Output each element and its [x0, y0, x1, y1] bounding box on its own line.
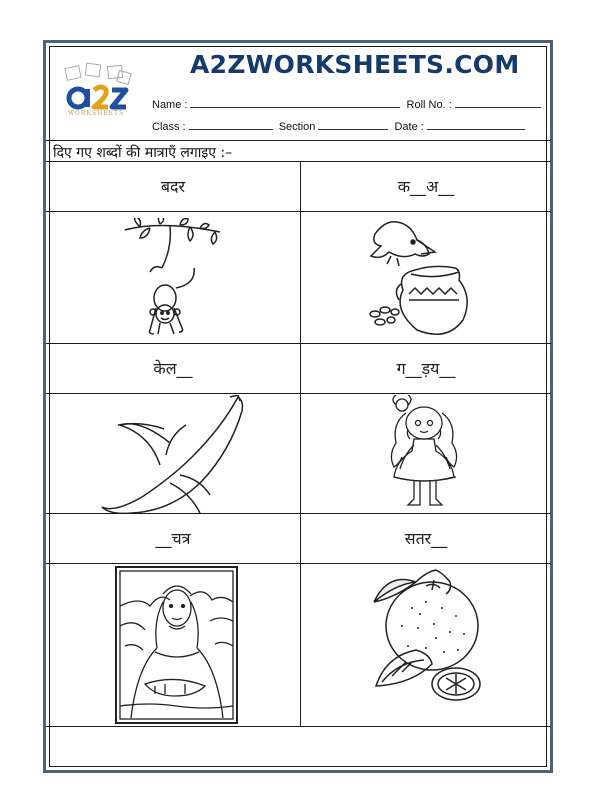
doll-icon: [378, 395, 473, 511]
class-field[interactable]: [189, 120, 273, 130]
painting-icon: [115, 566, 238, 724]
logo-caption: WORKSHEETS: [67, 110, 125, 117]
section-label: Section: [278, 121, 316, 133]
divider: [46, 726, 551, 727]
name-roll-row: [152, 98, 544, 111]
word-cell: सतर__: [404, 529, 448, 548]
divider: [46, 393, 551, 394]
date-field[interactable]: [427, 120, 525, 130]
orange-icon: [372, 568, 488, 704]
date-label: Date :: [394, 121, 424, 133]
column-divider: [300, 161, 301, 726]
banana-icon: [100, 395, 250, 513]
class-label: Class :: [152, 121, 186, 133]
monkey-hanging-icon: [120, 218, 230, 338]
roll-field[interactable]: [455, 98, 541, 108]
name-label: Name :: [152, 99, 188, 111]
divider: [46, 563, 551, 564]
word-cell: __चत्र: [155, 529, 191, 548]
word-cell: केल__: [153, 359, 193, 378]
divider: [46, 161, 551, 162]
word-cell: बदर: [160, 177, 186, 196]
roll-label: Roll No. :: [406, 99, 452, 111]
word-cell: क__अ__: [397, 177, 455, 196]
site-title: A2ZWORKSHEETS.COM: [190, 50, 520, 79]
section-field[interactable]: [318, 120, 388, 130]
divider: [46, 211, 551, 212]
divider: [46, 343, 551, 344]
crow-and-pot-icon: [365, 214, 480, 336]
word-cell: ग__ड़य__: [396, 359, 456, 378]
instruction-text: दिए गए शब्दों की मात्राएँ लगाइए :–: [53, 145, 233, 161]
divider: [46, 140, 551, 141]
name-field[interactable]: [190, 98, 400, 108]
divider: [46, 513, 551, 514]
class-section-date-row: [152, 120, 528, 133]
